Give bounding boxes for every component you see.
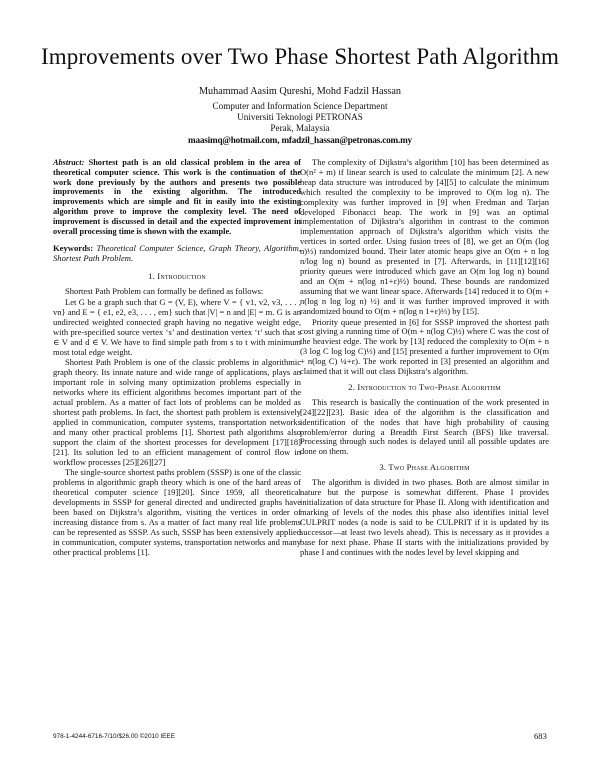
affiliation bbox=[0, 101, 600, 146]
section-heading-3: 3. Two Phase Algorithm bbox=[379, 462, 470, 473]
paragraph: The algorithm is divided in two phases. Both are almost similar in nature but the purpose is somewhat different. Phase I provides initialization of data structure for Phase II. Along with identification and marking of levels of the nodes this phase also identifies initial level CULPRIT nodes (a node is said to be CULPRIT if it is updated by its successor—at least two levels ahead). This is necessary as it provides a base for next phase. Phase II starts with the initializations provided by phase I and continues with the nodes level by level skipping and bbox=[300, 477, 549, 557]
paragraph: This research is basically the continuation of the work presented in [24][22][23]. Basic idea of the algorithm is the classification and identification of the nodes that have high probability of causing problem/error during a Breadth First Search (BFS) like traversal. Processing through such nodes is delayed until all possible updates are done on them. bbox=[300, 396, 549, 457]
department: Computer and Information Science Department bbox=[212, 101, 388, 111]
right-column bbox=[300, 158, 549, 558]
paragraph: The complexity of Dijkstra’s algorithm [10] has been determined as O(n² + m) if linear search is used to calculate the minimum [2]. A new heap data structure was introduced by [4][5] to calculate the minimum which resulted the complexity to be improved to O(m log n). The complexity was further improved in [9] when Fredman and Tarjan developed Fibonacci heap. The work in [9] was an optimal implementation of Dijkstra’s algorithm in contrast to the common implementation approach of Dijkstra’s algorithm which visits the vertices in sorted order. Using fusion trees of [8], we get an O(m (log n)½) randomized bound. Their later atomic heaps give an O(m + n log n/log log n) bound as presented in [7]. Afterwards, in [11][12][16] priority queues were introduced which gave an O(m log log n) bound and an O(m + n(log n1+ε)½) bound. These bounds are randomized assuming that we want linear space. Afterwards [14] reduced it to O(m + n(log n log log n) ½) and it was further improved improved it with randomized bound to O(m + n(log n 1+ε)⅓) by [15]. bbox=[300, 157, 549, 316]
abstract-text: Shortest path is an old classical problem in the area of theoretical computer science. This work is the continuation of the work done previously by the authors and presents two possible improvements in the existing algorithm. The introduced improvements which are simple and fit in easily into the existing algorithm prove to improve the complexity level. The need of improvement is discussed in detail and the expected improvement in overall processing time is shown with the example. bbox=[53, 158, 301, 236]
paragraph: The single-source shortest paths problem (SSSP) is one of the classic problems in algorithmic graph theory which is one of the hard areas of theoretical computer science [19][20]. Since 1959, all theoretical developments in SSSP for general directed and undirected graphs have been based on Dijkstra’s algorithm, visiting the vertices in order of increasing distance from s. As a matter of fact many real life problems can be represented as SSSP. As such, SSSP has been extensively applied in communication, computer systems, transportation networks and many other practical problems [1]. bbox=[53, 467, 301, 557]
section-heading-2: 2. Introduction to Two-Phase Algorithm bbox=[348, 381, 501, 392]
keywords-text: Theoretical Computer Science, Graph Theory, Algorithm, Shortest Path Problem. bbox=[53, 243, 301, 264]
paragraph: Shortest Path Problem is one of the classic problems in algorithmic graph theory. Its innate nature and wide range of applications, plays an important role in solving many optimization problems especially in networks where its efficient algorithms becomes important part of the actual problem. As a matter of fact lots of problems can be molded as shortest path problems. In fact, the shortest path problem is extensively applied in communication, computer systems, transportation networks and many other practical problems [1]. Shortest path algorithms also support the claim of the shortest processes for development [17][18][21]. Its solution led to an efficient management of control flow in workflow processes [25][26][27] bbox=[53, 357, 301, 467]
section-heading-1: 1. Introduction bbox=[148, 271, 206, 282]
university: Universiti Teknologi PETRONAS bbox=[237, 112, 363, 123]
keywords bbox=[53, 244, 301, 264]
keywords-label: Keywords: bbox=[53, 243, 94, 254]
paragraph: Priority queue presented in [6] for SSSP improved the shortest path cost giving a running time of O(m + n(log C)½) where C was the cost of the heaviest edge. The work by [13] reduced the complexity to O(m + n (3 log C log log C)⅓) and [15] presented a further improvement to O(m + n(log C) ¼+ε). The work reported in [3] presented an algorithm and claimed that it will out class Dijkstra’s algorithm. bbox=[300, 316, 549, 377]
footer-isbn: 978-1-4244-6716-7/10/$26.00 ©2010 IEEE bbox=[53, 733, 175, 740]
emails: maasimq@hotmail.com, mfadzil_hassan@petronas.com.my bbox=[188, 134, 412, 145]
left-column bbox=[53, 158, 301, 559]
location: Perak, Malaysia bbox=[270, 123, 330, 134]
authors: Muhammad Aasim Qureshi, Mohd Fadzil Hassan bbox=[198, 86, 402, 97]
paragraph: Shortest Path Problem can formally be defined as follows: bbox=[65, 286, 264, 297]
paragraph: Let G be a graph such that G = (V, E), where V = { v1, v2, v3, . . . , vn} and E = { e1, e2, e3, . . . , em} such that |V| = n and |E| = m. G is an undirected weighted connected graph having no negative weight edge, with pre-specified source vertex ‘s’ and destination vertex ‘t’ such that s ∈ V and d ∈ V. We have to find simple path from s to t with minimum most total edge weight. bbox=[53, 297, 301, 357]
abstract bbox=[53, 158, 301, 236]
abstract-label: Abstract: bbox=[53, 158, 85, 167]
page-number: 683 bbox=[534, 731, 547, 741]
paper-title: Improvements over Two Phase Shortest Path Algorithm bbox=[41, 44, 559, 69]
